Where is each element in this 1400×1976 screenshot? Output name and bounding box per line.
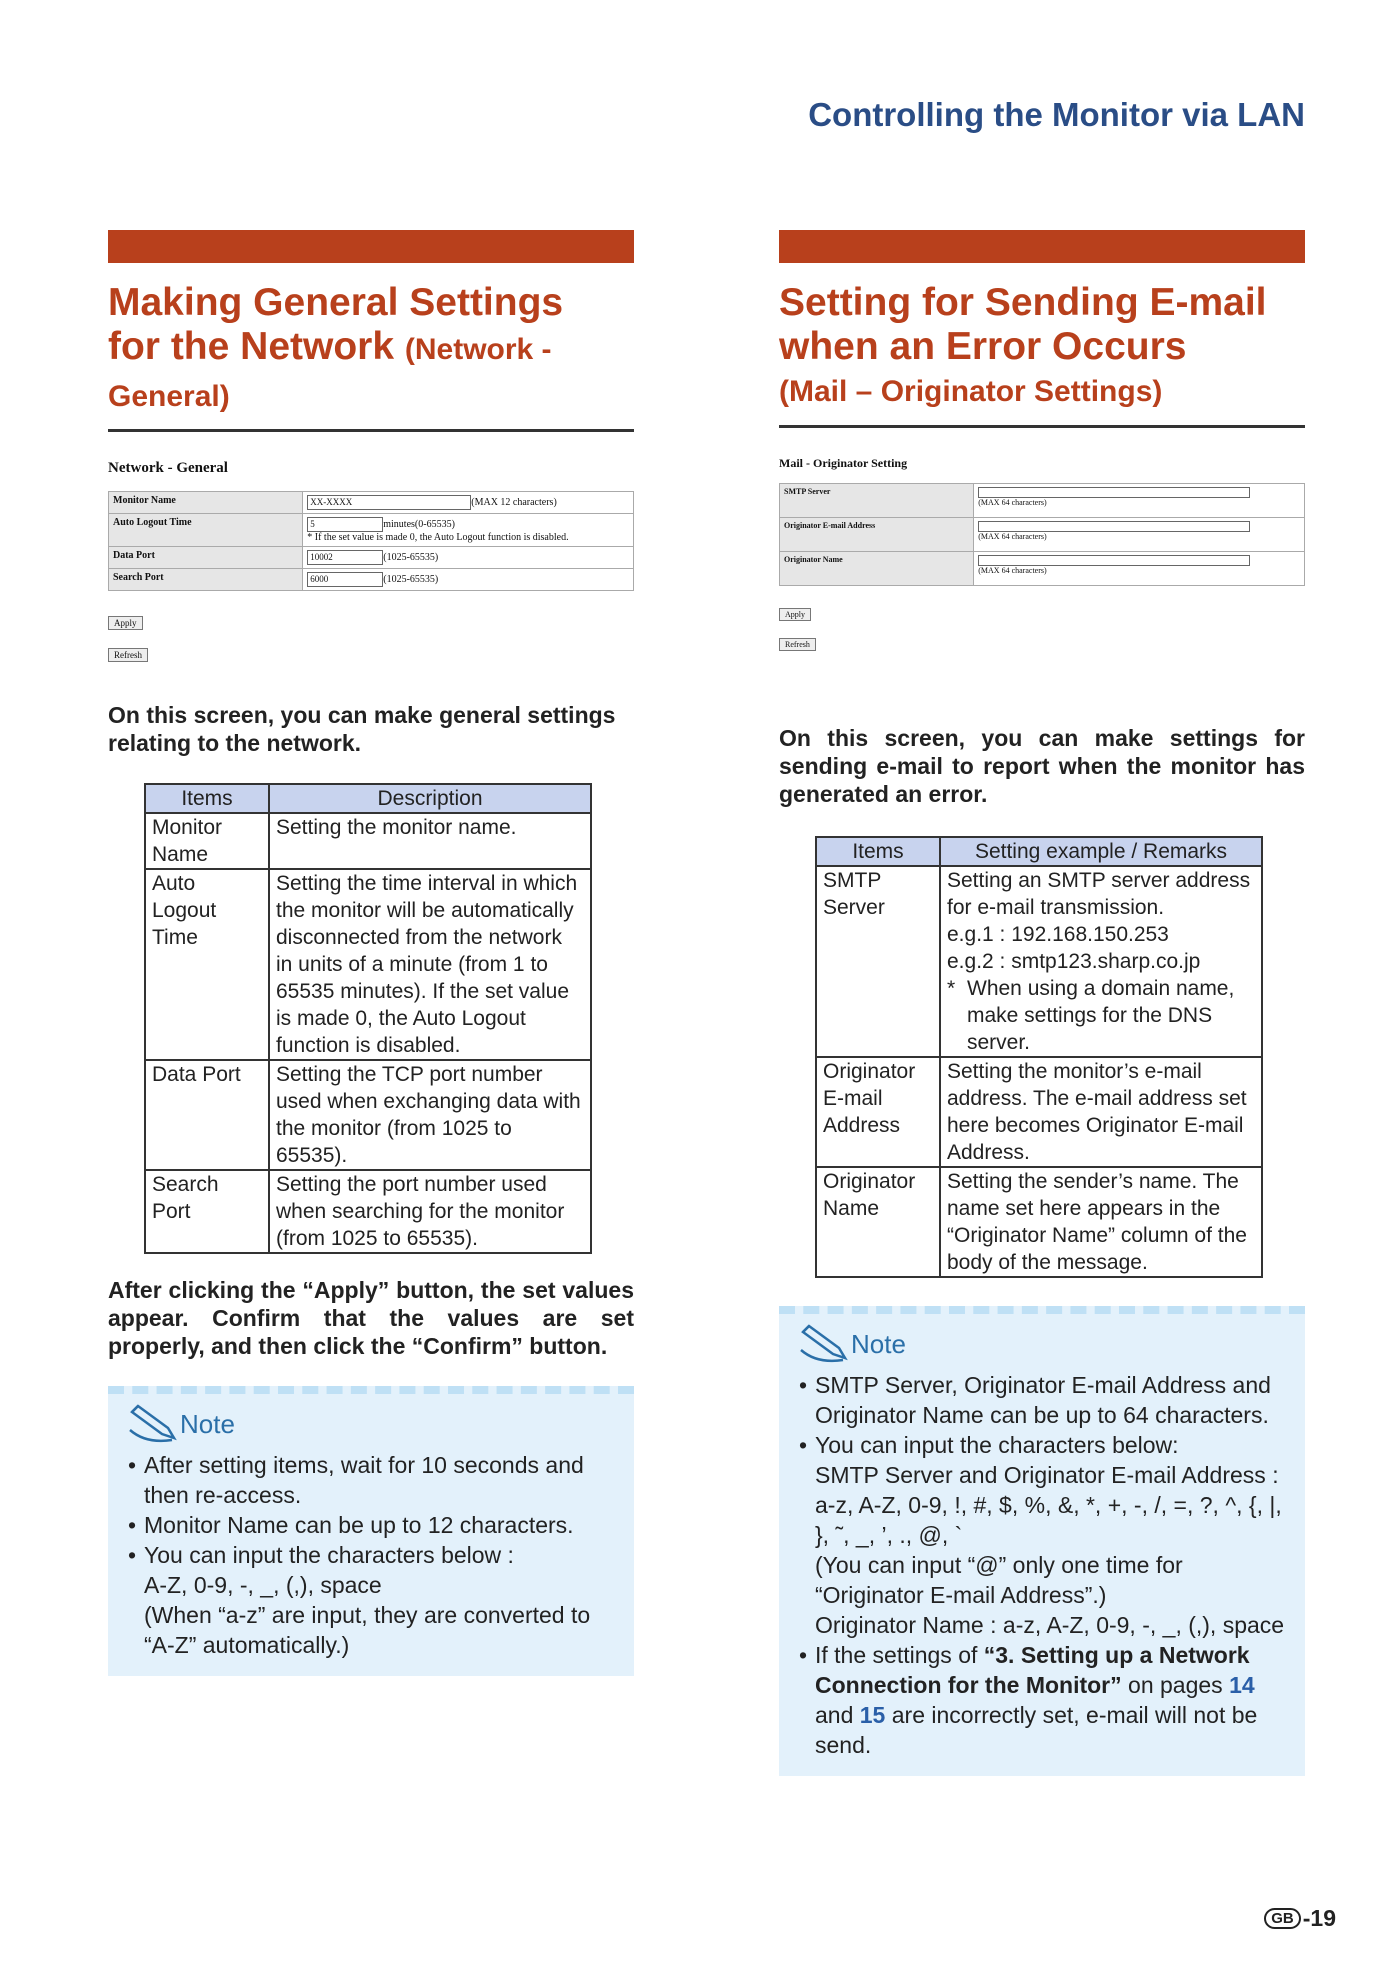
mail-originator-screen	[779, 456, 1305, 652]
table-row: Originator E-mail Address Setting the monitor’s e-mail address. The e-mail address set here becomes Originator E-mail Address.	[816, 1057, 1262, 1167]
field-hint: (MAX 12 characters)	[471, 496, 557, 508]
list-item: • After setting items, wait for 10 seconds and then re-access.	[128, 1450, 618, 1510]
field-label: Originator E-mail Address	[780, 518, 974, 552]
section-title-general: Making General Settings for the Network (Network - General)	[108, 281, 564, 413]
screen-form-table	[779, 483, 1305, 586]
after-apply-text: After clicking the “Apply” button, the set values appear. Confirm that the values are set properly, and then click the “Confirm” button.	[108, 1277, 634, 1359]
page-link-14[interactable]: 14	[1229, 1672, 1255, 1698]
form-row	[780, 552, 1305, 586]
list-item: • If the settings of “3. Setting up a Network Connection for the Monitor” on pages 14 and 15 are incorrectly set, e-mail will not be send.	[799, 1640, 1289, 1760]
list-item: • Monitor Name can be up to 12 characters.	[128, 1510, 618, 1540]
title-rule	[108, 429, 634, 432]
title-rule	[779, 425, 1305, 428]
col-header-items: Items	[145, 784, 269, 813]
table-row: Search Port Setting the port number used when searching for the monitor (from 1025 to 65535).	[145, 1170, 591, 1253]
pencil-note-icon	[128, 1404, 180, 1444]
right-column	[779, 230, 1305, 1776]
form-row	[109, 569, 634, 591]
page-number: GB -19	[1264, 1905, 1336, 1932]
field-hint: (1025-65535)	[383, 551, 439, 563]
field-label: Originator Name	[780, 552, 974, 586]
left-column	[108, 230, 634, 1676]
note-heading: Note	[799, 1324, 1289, 1364]
items-table	[815, 836, 1263, 1278]
note-list	[128, 1450, 618, 1660]
refresh-button[interactable]: Refresh	[779, 638, 816, 651]
intro-text: On this screen, you can make settings for sending e-mail to report when the monitor has generated an error.	[779, 725, 1305, 807]
field-label: Monitor Name	[109, 492, 303, 514]
field-hint: (MAX 64 characters)	[978, 498, 1047, 507]
field-hint: minutes(0-65535)	[383, 518, 455, 530]
apply-button[interactable]: Apply	[108, 616, 143, 630]
form-row	[780, 484, 1305, 518]
refresh-button[interactable]: Refresh	[108, 648, 148, 662]
intro-text: On this screen, you can make general settings relating to the network.	[108, 702, 616, 756]
page-header: Controlling the Monitor via LAN	[808, 96, 1305, 133]
region-badge: GB	[1264, 1908, 1301, 1929]
auto-logout-input[interactable]: 5	[307, 517, 383, 532]
table-row: SMTP Server Setting an SMTP server address for e-mail transmission. e.g.1 : 192.168.150.253 e.g.2 : smtp123.sharp.co.jp * When using a domain name, make settings for the DNS server.	[816, 866, 1262, 1057]
form-row	[109, 514, 634, 547]
list-item: • You can input the characters below : A-Z, 0-9, -, _, (,), space (When “a-z” are input, they are converted to “A-Z” automatically.)	[128, 1540, 618, 1660]
form-row	[780, 518, 1305, 552]
note-list	[799, 1370, 1289, 1760]
network-general-screen	[108, 460, 634, 663]
col-header-description: Description	[269, 784, 591, 813]
note-box-general	[108, 1386, 634, 1676]
form-row	[109, 492, 634, 514]
apply-button[interactable]: Apply	[779, 608, 811, 621]
table-row: Monitor Name Setting the monitor name.	[145, 813, 591, 869]
field-hint: (1025-65535)	[383, 573, 439, 585]
table-header	[816, 837, 1262, 866]
screen-title: Mail - Originator Setting	[779, 456, 908, 470]
list-item: • You can input the characters below: SMTP Server and Originator E-mail Address : a-z, A-Z, 0-9, !, #, $, %, &, *, +, -, /, =, ?, ^, {, |, }, ˜, _, ’, ., @, ` (You can input “@” only one time for “Originator E-mail Address”.) Originator Name : a-z, A-Z, 0-9, -, _, (,), space	[799, 1430, 1289, 1640]
note-box-mail	[779, 1306, 1305, 1776]
table-header	[145, 784, 591, 813]
section-title-mail: Setting for Sending E-mail when an Error Occurs (Mail – Originator Settings)	[779, 281, 1267, 408]
monitor-name-input[interactable]: XX-XXXX	[307, 495, 471, 510]
form-row	[109, 547, 634, 569]
originator-email-input[interactable]	[978, 521, 1250, 532]
page-link-15[interactable]: 15	[859, 1702, 886, 1728]
field-label: Auto Logout Time	[109, 514, 303, 547]
originator-name-input[interactable]	[978, 555, 1250, 566]
col-header-remarks: Setting example / Remarks	[940, 837, 1262, 866]
field-hint: (MAX 64 characters)	[978, 566, 1047, 575]
field-note: * If the set value is made 0, the Auto Logout function is disabled.	[307, 532, 569, 543]
field-label: Data Port	[109, 547, 303, 569]
screen-title: Network - General	[108, 460, 228, 476]
field-hint: (MAX 64 characters)	[978, 532, 1047, 541]
field-label: Search Port	[109, 569, 303, 591]
table-row: Auto Logout Time Setting the time interval in which the monitor will be automatically disconnected from the network in units of a minute (from 1 to 65535 minutes). If the set value is made 0, the Auto Logout function is disabled.	[145, 869, 591, 1060]
search-port-input[interactable]: 6000	[307, 572, 383, 587]
pencil-note-icon	[799, 1324, 851, 1364]
section-bar	[779, 230, 1305, 263]
note-heading: Note	[128, 1404, 618, 1444]
table-row: Data Port Setting the TCP port number used when exchanging data with the monitor (from 1025 to 65535).	[145, 1060, 591, 1170]
table-row: Originator Name Setting the sender’s name. The name set here appears in the “Originator Name” column of the body of the message.	[816, 1167, 1262, 1277]
items-table	[144, 783, 592, 1254]
data-port-input[interactable]: 10002	[307, 550, 383, 565]
col-header-items: Items	[816, 837, 940, 866]
field-label: SMTP Server	[780, 484, 974, 518]
list-item: • SMTP Server, Originator E-mail Address and Originator Name can be up to 64 characters.	[799, 1370, 1289, 1430]
screen-form-table	[108, 491, 634, 591]
section-bar	[108, 230, 634, 263]
smtp-server-input[interactable]	[978, 487, 1250, 498]
